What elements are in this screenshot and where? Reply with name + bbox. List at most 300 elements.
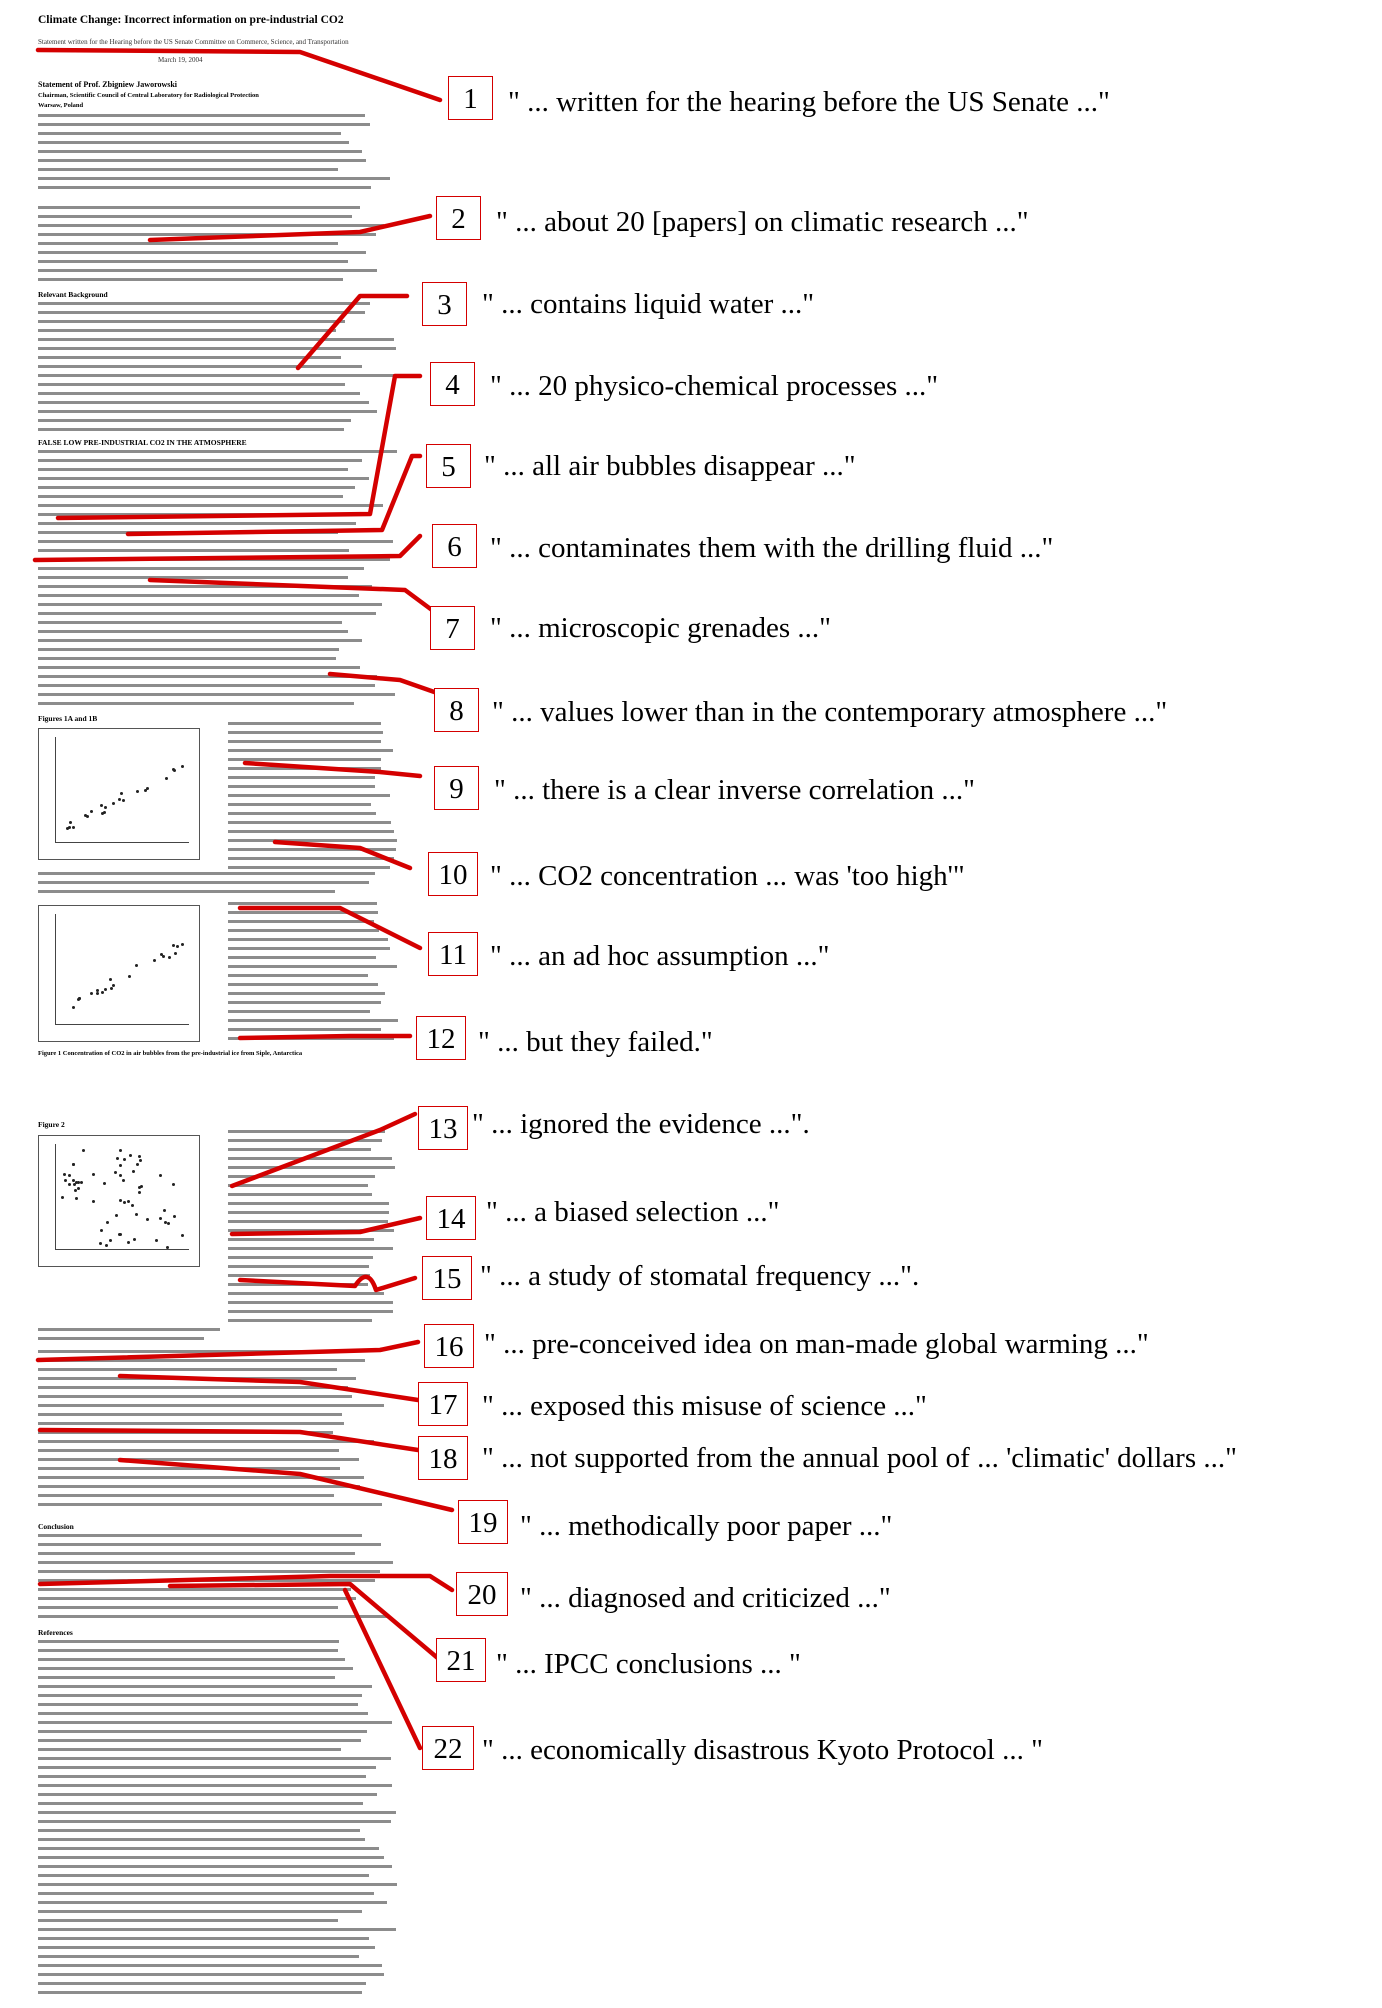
document-title: Climate Change: Incorrect information on pre-industrial CO2	[38, 14, 344, 26]
text-line	[38, 338, 394, 341]
text-line	[228, 866, 390, 869]
callout-number-18: 18	[418, 1436, 468, 1480]
text-line	[228, 1010, 370, 1013]
text-line	[38, 1712, 368, 1715]
text-line	[228, 1247, 393, 1250]
text-line	[38, 585, 372, 588]
figure-point	[146, 787, 149, 790]
text-line	[38, 159, 366, 162]
text-line	[38, 1328, 220, 1331]
figure-point	[96, 989, 99, 992]
text-line	[38, 540, 393, 543]
text-line	[38, 1946, 375, 1949]
text-line	[38, 1991, 362, 1994]
text-line	[38, 1874, 369, 1877]
text-line	[228, 1148, 371, 1151]
text-line	[228, 722, 381, 725]
text-line	[38, 1440, 374, 1443]
figure-point	[72, 1163, 75, 1166]
figure-point	[120, 792, 123, 795]
text-line	[38, 1588, 351, 1591]
figure-point	[106, 1221, 109, 1224]
text-line	[228, 965, 397, 968]
callout-quote-6: " ... contaminates them with the drilling fluid ..."	[490, 532, 1054, 564]
text-line	[38, 1386, 348, 1389]
text-line	[38, 1847, 379, 1850]
callout-number-15: 15	[422, 1256, 472, 1300]
figure-point	[119, 1149, 122, 1152]
text-line	[228, 794, 390, 797]
text-line	[228, 1184, 368, 1187]
text-line	[228, 911, 378, 914]
callout-quote-5: " ... all air bubbles disappear ..."	[484, 450, 856, 482]
text-line	[38, 1775, 366, 1778]
text-line	[228, 821, 391, 824]
text-line	[38, 1337, 204, 1340]
text-line	[228, 1256, 373, 1259]
text-line	[38, 1766, 376, 1769]
text-line	[38, 657, 336, 660]
text-line	[38, 459, 362, 462]
figure-point	[66, 827, 69, 830]
text-line	[38, 1685, 372, 1688]
figure-point	[119, 1199, 122, 1202]
text-line	[228, 902, 377, 905]
figure-point	[173, 769, 176, 772]
figure-point	[135, 1213, 138, 1216]
text-line	[228, 1166, 395, 1169]
text-line	[228, 1238, 374, 1241]
figure-1-caption: Figure 1 Concentration of CO2 in air bubbles from the pre-industrial ice from Siple, Antarctica	[38, 1050, 303, 1057]
figure-point	[61, 1196, 64, 1199]
figure-point	[155, 1239, 158, 1242]
figure-point	[140, 1185, 143, 1188]
text-line	[38, 1658, 345, 1661]
figure-point	[138, 1155, 141, 1158]
heading-references: References	[38, 1628, 73, 1637]
text-line	[38, 576, 348, 579]
text-line	[228, 803, 371, 806]
figure-point	[100, 804, 103, 807]
text-line	[38, 224, 384, 227]
text-line	[228, 983, 378, 986]
callout-quote-4: " ... 20 physico-chemical processes ..."	[490, 370, 939, 402]
figure-point	[168, 956, 171, 959]
text-line	[38, 233, 376, 236]
text-line	[228, 758, 381, 761]
callout-number-19: 19	[458, 1500, 508, 1544]
text-line	[38, 401, 369, 404]
text-line	[38, 1458, 359, 1461]
text-line	[38, 1667, 353, 1670]
heading-relevant-background: Relevant Background	[38, 290, 108, 299]
text-line	[38, 567, 364, 570]
text-line	[228, 1019, 398, 1022]
figure-point	[119, 1164, 122, 1167]
text-line	[228, 956, 376, 959]
callout-number-8: 8	[434, 688, 479, 732]
text-line	[38, 1973, 384, 1976]
text-line	[38, 1820, 391, 1823]
text-line	[38, 1570, 380, 1573]
text-line	[38, 1467, 340, 1470]
figure-point	[68, 1174, 71, 1177]
figure-point	[123, 1201, 126, 1204]
text-line	[38, 1350, 351, 1353]
figure-1b-plot	[38, 905, 200, 1042]
text-line	[38, 675, 377, 678]
text-line	[38, 486, 355, 489]
text-line	[228, 776, 375, 779]
text-line	[38, 278, 343, 281]
text-line	[38, 1811, 396, 1814]
text-line	[38, 1359, 365, 1362]
document-subtitle: Statement written for the Hearing before the US Senate Committee on Commerce, Science, and Transportation	[38, 38, 349, 46]
text-line	[38, 890, 335, 893]
text-line	[38, 1368, 337, 1371]
figure-point	[69, 821, 72, 824]
figure-point	[131, 1204, 134, 1207]
callout-quote-2: " ... about 20 [papers] on climatic research ..."	[496, 206, 1029, 238]
callout-number-14: 14	[426, 1196, 476, 1240]
text-line	[228, 785, 375, 788]
text-line	[228, 1319, 372, 1322]
text-line	[38, 1431, 333, 1434]
figure-point	[127, 1241, 130, 1244]
text-line	[38, 621, 342, 624]
text-line	[38, 1829, 360, 1832]
figure-point	[72, 1006, 75, 1009]
text-line	[38, 410, 377, 413]
figure-point	[68, 1183, 71, 1186]
text-line	[38, 693, 395, 696]
text-line	[38, 374, 395, 377]
figure-point	[133, 1238, 136, 1241]
text-line	[38, 1395, 352, 1398]
figure-point	[136, 790, 139, 793]
text-line	[38, 1748, 341, 1751]
figure-point	[181, 1234, 184, 1237]
text-line	[228, 1175, 375, 1178]
text-line	[38, 1615, 390, 1618]
text-line	[38, 269, 377, 272]
text-line	[228, 1157, 392, 1160]
text-line	[38, 1404, 384, 1407]
text-line	[38, 522, 356, 525]
text-line	[38, 594, 359, 597]
text-line	[38, 206, 360, 209]
text-line	[38, 329, 336, 332]
text-line	[38, 1955, 359, 1958]
text-line	[38, 365, 362, 368]
text-line	[38, 1676, 335, 1679]
figure-point	[135, 964, 138, 967]
text-line	[38, 1579, 375, 1582]
figure-point	[132, 1170, 135, 1173]
callout-number-22: 22	[422, 1726, 474, 1770]
text-line	[38, 1694, 362, 1697]
text-line	[38, 1793, 377, 1796]
text-line	[228, 992, 385, 995]
text-line	[38, 251, 366, 254]
text-line	[38, 1901, 387, 1904]
figure-point	[119, 1174, 122, 1177]
text-line	[38, 1449, 339, 1452]
figure-1a-plot	[38, 728, 200, 860]
figure-point	[167, 1222, 170, 1225]
callout-quote-7: " ... microscopic grenades ..."	[490, 612, 831, 644]
text-line	[38, 1919, 338, 1922]
text-line	[38, 1757, 391, 1760]
figure-point	[128, 975, 131, 978]
figure-point	[122, 1179, 125, 1182]
text-line	[38, 450, 397, 453]
text-line	[38, 881, 369, 884]
callout-number-12: 12	[416, 1016, 466, 1060]
text-line	[38, 1856, 384, 1859]
text-line	[38, 1739, 361, 1742]
text-line	[38, 1928, 396, 1931]
text-line	[38, 123, 370, 126]
figure-point	[181, 765, 184, 768]
text-line	[38, 504, 383, 507]
figure-point	[181, 943, 184, 946]
text-line	[38, 141, 349, 144]
callout-quote-14: " ... a biased selection ..."	[486, 1196, 780, 1228]
text-line	[38, 702, 354, 705]
text-line	[38, 1561, 393, 1564]
text-line	[38, 1721, 392, 1724]
figure-point	[92, 1200, 95, 1203]
text-line	[38, 1838, 365, 1841]
figure-point	[63, 1173, 66, 1176]
text-line	[38, 684, 375, 687]
text-line	[228, 749, 393, 752]
text-line	[228, 947, 390, 950]
figure-point	[74, 1189, 77, 1192]
figure-point	[174, 952, 177, 955]
text-line	[38, 630, 348, 633]
figure-point	[104, 988, 107, 991]
figure-point	[163, 1209, 166, 1212]
callout-number-21: 21	[436, 1638, 486, 1682]
figure-point	[75, 1197, 78, 1200]
figure-point	[109, 978, 112, 981]
callout-quote-16: " ... pre-conceived idea on man-made global warming ..."	[484, 1328, 1149, 1360]
text-line	[38, 495, 343, 498]
text-line	[38, 1865, 392, 1868]
text-line	[38, 1377, 356, 1380]
text-line	[38, 1937, 369, 1940]
text-line	[38, 666, 360, 669]
figure-point	[100, 1229, 103, 1232]
affiliation-line-1: Chairman, Scientific Council of Central Laboratory for Radiological Protection	[38, 92, 259, 99]
statement-heading: Statement of Prof. Zbigniew Jaworowski	[38, 80, 178, 89]
figure-point	[176, 945, 179, 948]
text-line	[38, 150, 362, 153]
figure-point	[153, 959, 156, 962]
text-line	[38, 1784, 392, 1787]
figure-point	[109, 1239, 112, 1242]
text-line	[38, 648, 339, 651]
text-line	[38, 186, 371, 189]
figure-point	[105, 1244, 108, 1247]
text-line	[228, 1292, 384, 1295]
text-line	[38, 419, 351, 422]
text-line	[228, 848, 396, 851]
callout-number-6: 6	[432, 524, 477, 568]
text-line	[38, 1640, 339, 1643]
callout-quote-22: " ... economically disastrous Kyoto Protocol ... "	[482, 1734, 1043, 1766]
figure-point	[80, 1181, 83, 1184]
text-line	[38, 1892, 374, 1895]
figure-point	[103, 1182, 106, 1185]
text-line	[228, 830, 394, 833]
callout-quote-12: " ... but they failed."	[478, 1026, 713, 1058]
text-line	[38, 1883, 397, 1886]
callout-number-13: 13	[418, 1106, 468, 1150]
figure-point	[129, 1154, 132, 1157]
text-line	[228, 767, 381, 770]
figure-point	[159, 1174, 162, 1177]
text-line	[38, 383, 345, 386]
text-line	[228, 1283, 368, 1286]
figure-point	[138, 1191, 141, 1194]
text-line	[38, 1485, 360, 1488]
text-line	[228, 731, 383, 734]
text-line	[38, 1703, 358, 1706]
text-line	[228, 1193, 372, 1196]
text-line	[228, 1301, 393, 1304]
figure-point	[123, 1158, 126, 1161]
figure-point	[127, 1200, 130, 1203]
callout-quote-10: " ... CO2 concentration ... was 'too high'"	[490, 860, 965, 892]
callout-quote-17: " ... exposed this misuse of science ..."	[482, 1390, 927, 1422]
figure-point	[172, 944, 175, 947]
callout-quote-21: " ... IPCC conclusions ... "	[496, 1648, 801, 1680]
text-line	[228, 1202, 389, 1205]
text-line	[38, 1649, 338, 1652]
text-line	[228, 1274, 370, 1277]
text-line	[228, 857, 394, 860]
text-line	[38, 392, 360, 395]
figure-point	[136, 1163, 139, 1166]
text-line	[38, 1422, 344, 1425]
text-line	[38, 260, 348, 263]
text-line	[38, 513, 356, 516]
callout-number-5: 5	[426, 444, 471, 488]
callout-quote-18: " ... not supported from the annual pool of ... 'climatic' dollars ..."	[482, 1442, 1237, 1474]
figure-point	[112, 802, 115, 805]
text-line	[38, 603, 382, 606]
text-line	[228, 812, 376, 815]
callout-number-10: 10	[428, 852, 478, 896]
figure-point	[110, 987, 113, 990]
callout-quote-8: " ... values lower than in the contemporary atmosphere ..."	[492, 696, 1168, 728]
text-line	[228, 1211, 389, 1214]
text-line	[38, 168, 338, 171]
text-line	[228, 938, 388, 941]
text-line	[38, 1910, 362, 1913]
text-line	[38, 1982, 366, 1985]
callout-number-9: 9	[434, 766, 479, 810]
callout-quote-1: " ... written for the hearing before the US Senate ..."	[508, 86, 1110, 118]
figure-point	[92, 1173, 95, 1176]
figure-point	[114, 1171, 117, 1174]
callout-quote-3: " ... contains liquid water ..."	[482, 288, 815, 320]
text-line	[228, 1130, 385, 1133]
document-page	[38, 10, 418, 1995]
document-date: March 19, 2004	[158, 56, 203, 64]
text-line	[38, 428, 344, 431]
text-line	[228, 929, 379, 932]
text-line	[228, 920, 374, 923]
text-line	[228, 1028, 381, 1031]
text-line	[38, 215, 352, 218]
figure-point	[146, 1218, 149, 1221]
figure-point	[165, 777, 168, 780]
text-line	[228, 1037, 394, 1040]
text-line	[228, 1265, 369, 1268]
text-line	[38, 872, 375, 875]
callout-number-16: 16	[424, 1324, 474, 1368]
text-line	[38, 347, 396, 350]
callout-number-4: 4	[430, 362, 475, 406]
figure-point	[101, 991, 104, 994]
figure-point	[116, 1157, 119, 1160]
affiliation-line-2: Warsaw, Poland	[38, 102, 84, 109]
callout-quote-15: " ... a study of stomatal frequency ...".	[480, 1260, 920, 1292]
figure-point	[173, 1215, 176, 1218]
text-line	[38, 320, 345, 323]
figure-point	[72, 826, 75, 829]
callout-quote-20: " ... diagnosed and criticized ..."	[520, 1582, 891, 1614]
text-line	[38, 311, 365, 314]
text-line	[38, 477, 369, 480]
text-line	[38, 1413, 342, 1416]
figure-point	[99, 1242, 102, 1245]
callout-number-2: 2	[436, 196, 481, 240]
text-line	[38, 1543, 381, 1546]
figure-1-label: Figures 1A and 1B	[38, 714, 98, 723]
figure-point	[119, 1233, 122, 1236]
figure-point	[77, 1187, 80, 1190]
callout-number-20: 20	[456, 1572, 508, 1616]
figure-2-plot	[38, 1135, 200, 1267]
figure-point	[172, 1183, 175, 1186]
callout-quote-9: " ... there is a clear inverse correlation ..."	[494, 774, 976, 806]
text-line	[38, 558, 390, 561]
text-line	[38, 549, 349, 552]
callout-quote-11: " ... an ad hoc assumption ..."	[490, 940, 830, 972]
text-line	[38, 531, 338, 534]
figure-point	[103, 811, 106, 814]
figure-point	[139, 1159, 142, 1162]
figure-point	[104, 806, 107, 809]
figure-point	[82, 1149, 85, 1152]
text-line	[38, 242, 338, 245]
text-line	[38, 1503, 382, 1506]
figure-2-label: Figure 2	[38, 1120, 65, 1129]
text-line	[228, 1229, 394, 1232]
text-line	[228, 974, 368, 977]
text-line	[38, 1552, 355, 1555]
text-line	[38, 1606, 338, 1609]
text-line	[38, 612, 376, 615]
text-line	[228, 1001, 381, 1004]
figure-point	[160, 953, 163, 956]
callout-number-17: 17	[418, 1382, 468, 1426]
